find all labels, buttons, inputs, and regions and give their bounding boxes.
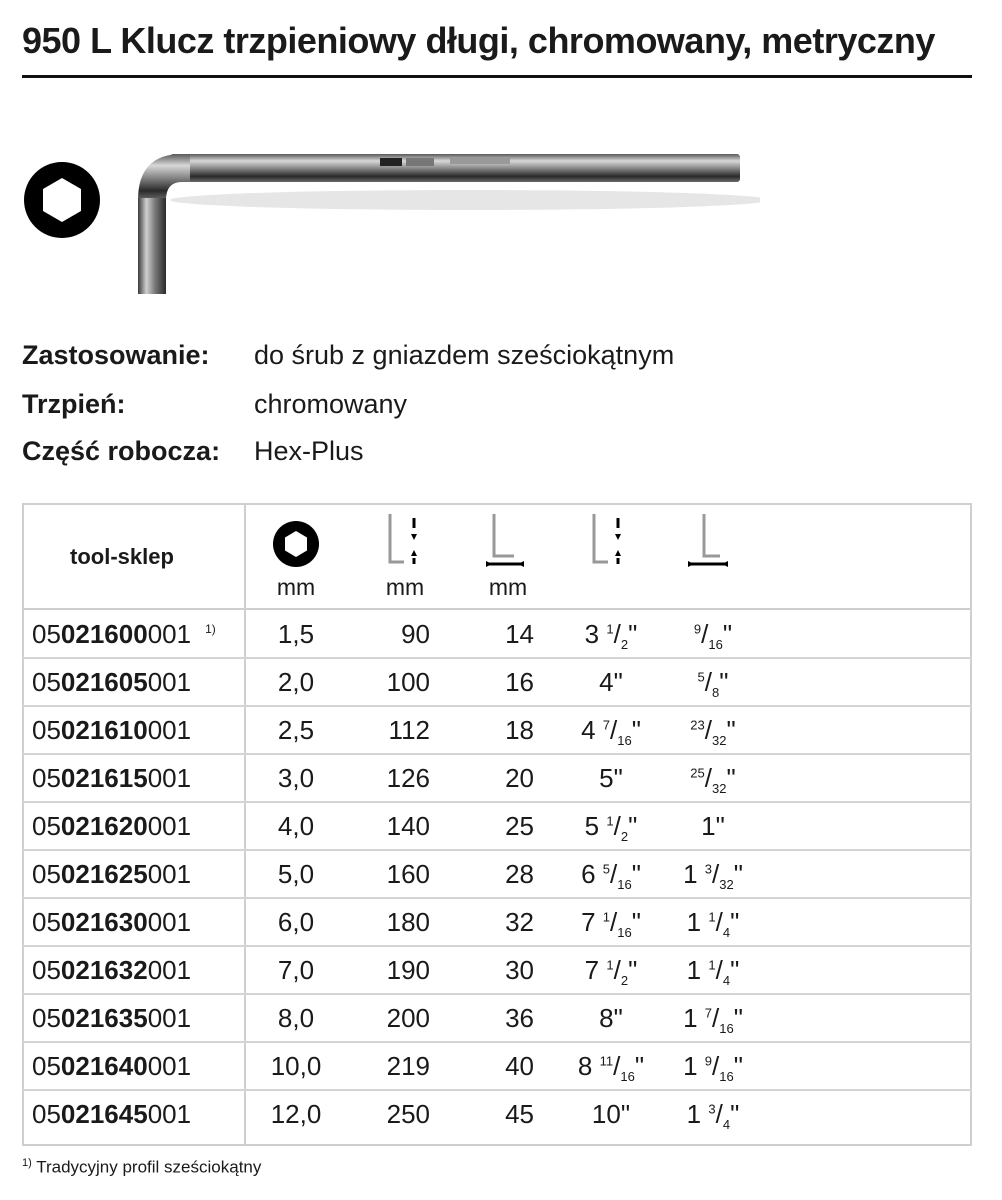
long-arm-mm-value: 219 xyxy=(386,1051,430,1081)
short-arm-mm-value: 25 xyxy=(505,811,534,841)
inch-short-value: 1 $^1/_4$" xyxy=(686,955,740,989)
inch-length-whole: 5 xyxy=(584,811,600,841)
inch-short-whole: 1 xyxy=(683,1051,698,1081)
inch-short-value: 1 $^7/_{16}$" xyxy=(683,1003,743,1037)
hex-key-wrench-image xyxy=(130,140,760,310)
long-arm-mm-value: 250 xyxy=(386,1099,430,1129)
short-arm-mm-value: 45 xyxy=(505,1099,534,1129)
long-arm-length-inch-icon xyxy=(588,512,628,568)
inch-length-whole: 4 xyxy=(599,667,614,697)
article-core: 021635 xyxy=(60,1003,148,1033)
hex-size-icon xyxy=(272,520,320,568)
article-core: 021640 xyxy=(60,1051,148,1081)
inch-short-denominator: 16 xyxy=(719,1069,734,1085)
inch-length-whole: 3 xyxy=(584,619,600,649)
inch-length-value: 8" xyxy=(599,1003,623,1033)
long-arm-mm-value: 140 xyxy=(386,811,430,841)
inch-short-numerator: 5 xyxy=(697,669,705,685)
unit-label: mm xyxy=(488,574,528,600)
inch-short-whole: 1 xyxy=(686,907,702,937)
article-core: 021610 xyxy=(60,715,148,745)
article-suffix: 001 xyxy=(147,763,192,793)
article-number xyxy=(32,619,216,650)
short-arm-length-icon xyxy=(484,512,532,568)
inch-length-denominator: 2 xyxy=(620,973,629,989)
article-prefix: 05 xyxy=(32,667,61,697)
article-prefix: 05 xyxy=(32,763,61,793)
short-arm-mm-value: 36 xyxy=(505,1003,534,1033)
inch-short-value: 1 $^9/_{16}$" xyxy=(683,1051,743,1085)
long-arm-mm-value: 90 xyxy=(401,619,430,649)
inch-short-value: 1" xyxy=(701,811,725,841)
article-number xyxy=(32,859,191,890)
article-suffix: 001 xyxy=(147,619,192,649)
article-prefix: 05 xyxy=(32,811,61,841)
inch-length-whole: 8 xyxy=(599,1003,614,1033)
inch-short-value: 1 $^3/_4$" xyxy=(686,1099,740,1133)
inch-short-numerator: 25 xyxy=(690,765,705,781)
row-separator xyxy=(22,945,972,947)
footnote-marker: 1) xyxy=(22,1157,32,1169)
hex-size-value: 2,0 xyxy=(277,667,315,697)
inch-length-numerator: 1 xyxy=(606,957,614,973)
article-suffix: 001 xyxy=(147,1099,192,1129)
long-arm-mm-value: 200 xyxy=(386,1003,430,1033)
inch-length-value: 7 $^1/_2$" xyxy=(584,955,638,989)
inch-short-numerator: 3 xyxy=(708,1101,716,1117)
spec-row-working-part xyxy=(22,436,364,467)
inch-length-numerator: 7 xyxy=(602,717,610,733)
article-suffix: 001 xyxy=(147,667,192,697)
inch-length-value: 3 $^1/_2$" xyxy=(584,619,638,653)
article-number xyxy=(32,715,191,746)
inch-length-denominator: 2 xyxy=(620,637,629,653)
long-arm-mm-value: 190 xyxy=(386,955,430,985)
inch-length-whole: 6 xyxy=(581,859,596,889)
short-arm-mm-value: 20 xyxy=(505,763,534,793)
hex-size-value: 5,0 xyxy=(277,859,315,889)
article-core: 021620 xyxy=(60,811,148,841)
article-number xyxy=(32,1099,191,1130)
inch-short-whole: 1 xyxy=(686,955,702,985)
spec-value: chromowany xyxy=(254,389,408,419)
short-arm-mm-value: 18 xyxy=(505,715,534,745)
inch-short-denominator: 16 xyxy=(719,1021,734,1037)
article-core: 021605 xyxy=(60,667,148,697)
article-prefix: 05 xyxy=(32,715,61,745)
short-arm-length-inch-icon xyxy=(684,512,732,568)
article-number xyxy=(32,1003,191,1034)
inch-short-denominator: 4 xyxy=(722,925,731,941)
spec-row-shaft xyxy=(22,389,407,420)
unit-label: mm xyxy=(276,574,316,600)
unit-label: mm xyxy=(385,574,425,600)
long-arm-mm-value: 126 xyxy=(386,763,430,793)
inch-short-whole: 1 xyxy=(701,811,716,841)
row-separator xyxy=(22,705,972,707)
inch-length-denominator: 16 xyxy=(617,877,632,893)
inch-length-numerator: 1 xyxy=(606,621,614,637)
article-number xyxy=(32,763,191,794)
article-core: 021632 xyxy=(60,955,148,985)
inch-length-value: 6 $^5/_{16}$" xyxy=(581,859,641,893)
hex-size-value: 7,0 xyxy=(277,955,315,985)
footnote xyxy=(22,1157,261,1178)
article-suffix: 001 xyxy=(147,811,192,841)
row-separator xyxy=(22,753,972,755)
article-number xyxy=(32,811,191,842)
spec-value: Hex-Plus xyxy=(254,436,364,466)
article-prefix: 05 xyxy=(32,1051,61,1081)
row-separator xyxy=(22,1041,972,1043)
article-core: 021630 xyxy=(60,907,148,937)
hex-size-value: 3,0 xyxy=(277,763,315,793)
inch-length-value: 4 $^7/_{16}$" xyxy=(581,715,641,749)
short-arm-mm-value: 40 xyxy=(505,1051,534,1081)
spec-label: Zastosowanie: xyxy=(22,340,210,370)
spec-label: Część robocza: xyxy=(22,436,221,466)
short-arm-mm-value: 30 xyxy=(505,955,534,985)
hex-socket-icon xyxy=(22,160,102,240)
hex-size-value: 2,5 xyxy=(277,715,315,745)
article-suffix: 001 xyxy=(147,859,192,889)
inch-length-numerator: 1 xyxy=(602,909,610,925)
inch-length-numerator: 1 xyxy=(606,813,614,829)
inch-short-value: 1 $^3/_{32}$" xyxy=(683,859,743,893)
inch-length-value: 5" xyxy=(599,763,623,793)
column-divider xyxy=(244,503,246,1146)
inch-short-whole: 1 xyxy=(686,1099,702,1129)
article-number xyxy=(32,1051,191,1082)
article-suffix: 001 xyxy=(147,1003,192,1033)
inch-short-numerator: 7 xyxy=(704,1005,712,1021)
long-arm-mm-value: 160 xyxy=(386,859,430,889)
long-arm-mm-value: 100 xyxy=(386,667,430,697)
inch-length-value: 5 $^1/_2$" xyxy=(584,811,638,845)
row-separator xyxy=(22,849,972,851)
inch-short-numerator: 1 xyxy=(708,957,716,973)
inch-short-whole: 1 xyxy=(683,1003,698,1033)
inch-short-denominator: 32 xyxy=(712,781,727,797)
inch-length-whole: 4 xyxy=(581,715,596,745)
inch-short-numerator: 23 xyxy=(690,717,705,733)
inch-length-whole: 7 xyxy=(584,955,600,985)
spec-row-application xyxy=(22,340,674,371)
inch-length-denominator: 16 xyxy=(620,1069,635,1085)
inch-short-denominator: 32 xyxy=(719,877,734,893)
row-separator xyxy=(22,657,972,659)
article-number xyxy=(32,667,191,698)
hex-size-value: 1,5 xyxy=(277,619,315,649)
inch-short-value: $^9/_{16}$" xyxy=(693,619,733,653)
inch-short-denominator: 4 xyxy=(722,1117,731,1133)
inch-short-value: $^{23}/_{32}$" xyxy=(690,715,736,749)
article-suffix: 001 xyxy=(147,1051,192,1081)
header-separator xyxy=(22,608,972,610)
brand-label: tool-sklep xyxy=(70,544,174,569)
inch-short-value: 1 $^1/_4$" xyxy=(686,907,740,941)
inch-short-denominator: 4 xyxy=(722,973,731,989)
inch-length-denominator: 16 xyxy=(617,925,632,941)
inch-short-value: $^{25}/_{32}$" xyxy=(690,763,736,797)
article-suffix: 001 xyxy=(147,715,192,745)
spec-label: Trzpień: xyxy=(22,389,126,419)
row-separator xyxy=(22,897,972,899)
inch-short-whole: 1 xyxy=(683,859,698,889)
long-arm-mm-value: 112 xyxy=(388,715,430,745)
footnote-text: Tradycyjny profil sześciokątny xyxy=(36,1157,262,1177)
page-title: 950 L Klucz trzpieniowy długi, chromowany, metryczny xyxy=(22,20,935,61)
hex-size-value: 12,0 xyxy=(270,1099,322,1129)
long-arm-length-icon xyxy=(384,512,424,568)
short-arm-mm-value: 32 xyxy=(505,907,534,937)
long-arm-mm-value: 180 xyxy=(386,907,430,937)
hex-size-value: 4,0 xyxy=(277,811,315,841)
article-number xyxy=(32,955,191,986)
article-core: 021615 xyxy=(60,763,148,793)
inch-short-numerator: 9 xyxy=(704,1053,712,1069)
inch-length-numerator: 11 xyxy=(599,1053,614,1069)
article-core: 021645 xyxy=(60,1099,148,1129)
article-number xyxy=(32,907,191,938)
inch-length-whole: 10 xyxy=(591,1099,621,1129)
article-suffix: 001 xyxy=(147,955,192,985)
article-core: 021600 xyxy=(60,619,148,649)
hex-size-value: 8,0 xyxy=(277,1003,315,1033)
article-suffix: 001 xyxy=(147,907,192,937)
article-prefix: 05 xyxy=(32,619,61,649)
spec-value: do śrub z gniazdem sześciokątnym xyxy=(254,340,675,370)
inch-short-denominator: 8 xyxy=(712,685,720,701)
article-core: 021625 xyxy=(60,859,148,889)
inch-short-numerator: 1 xyxy=(708,909,716,925)
article-prefix: 05 xyxy=(32,955,61,985)
inch-length-whole: 5 xyxy=(599,763,614,793)
inch-length-numerator: 5 xyxy=(602,861,610,877)
inch-short-numerator: 3 xyxy=(704,861,712,877)
row-separator xyxy=(22,801,972,803)
short-arm-mm-value: 16 xyxy=(505,667,534,697)
short-arm-mm-value: 28 xyxy=(505,859,534,889)
article-prefix: 05 xyxy=(32,907,61,937)
inch-short-value: $^5/_8$" xyxy=(697,667,729,701)
hex-size-value: 10,0 xyxy=(270,1051,322,1081)
title-rule xyxy=(22,75,972,78)
inch-length-value: 4" xyxy=(599,667,623,697)
inch-length-whole: 8 xyxy=(577,1051,593,1081)
short-arm-mm-value: 14 xyxy=(505,619,534,649)
inch-length-denominator: 2 xyxy=(620,829,629,845)
hex-size-value: 6,0 xyxy=(277,907,315,937)
article-prefix: 05 xyxy=(32,1003,61,1033)
inch-length-value: 8 $^{11}/_{16}$" xyxy=(577,1051,645,1085)
footnote-ref: 1) xyxy=(205,622,216,636)
inch-length-value: 10" xyxy=(591,1099,631,1129)
inch-short-numerator: 9 xyxy=(693,621,702,637)
row-separator xyxy=(22,1089,972,1091)
inch-length-denominator: 16 xyxy=(617,733,632,749)
row-separator xyxy=(22,993,972,995)
inch-length-value: 7 $^1/_{16}$" xyxy=(581,907,641,941)
inch-short-denominator: 32 xyxy=(712,733,727,749)
inch-short-denominator: 16 xyxy=(708,637,723,653)
article-prefix: 05 xyxy=(32,859,61,889)
article-prefix: 05 xyxy=(32,1099,61,1129)
inch-length-whole: 7 xyxy=(581,907,596,937)
